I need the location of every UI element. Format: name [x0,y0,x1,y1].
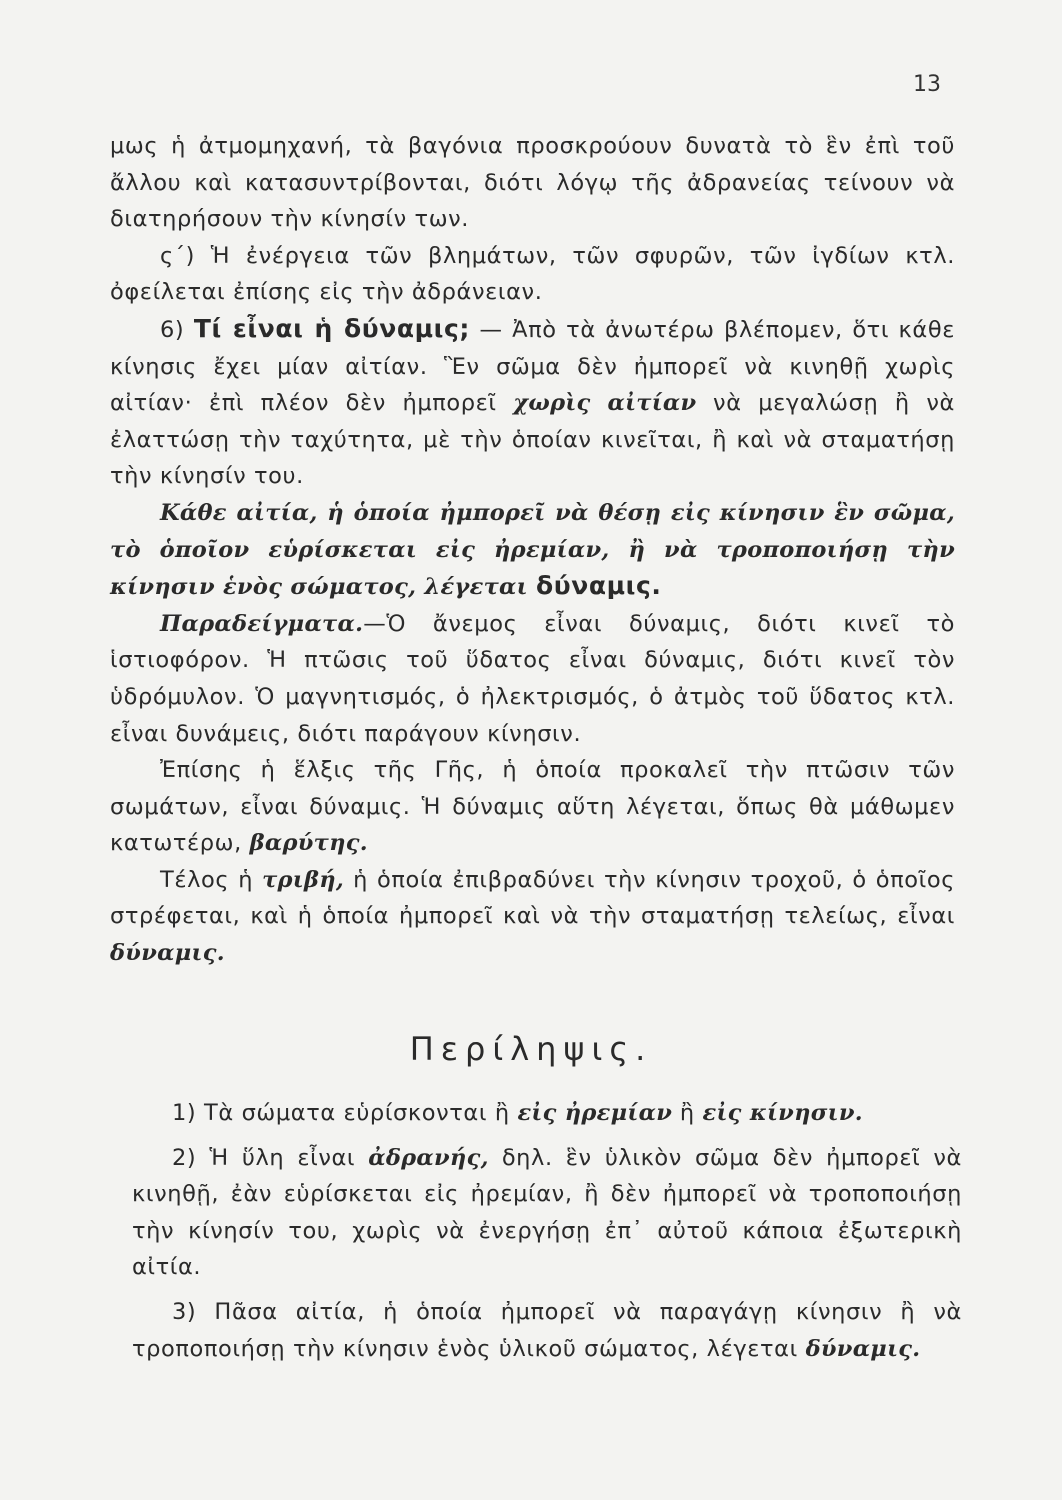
summary-text: δηλ. ἓν ὑλικὸν σῶμα δὲν ἠμπορεῖ νὰ κινηθῇ, ἐὰν εὑρίσκεται εἰς ἠρεμίαν, ἢ δὲν ἠμπορεῖ νὰ τροποποιήσῃ τὴν κίνησίν του, χωρὶς νὰ ἐνεργήσῃ ἐπ᾿ αὐτοῦ κάποια ἐξωτερικὴ αἰτία. [132,1144,962,1281]
page-number: 13 [913,72,941,97]
definition-term: δύναμις. [535,571,662,601]
paragraph-text: νὰ μεγαλώσῃ ἢ νὰ ἐλαττώσῃ τὴν ταχύτητα, μὲ τὴν ὁποίαν κινεῖται, ἢ καὶ νὰ σταματήσῃ τὴν κίνησίν του. [110,390,955,490]
paragraph-projectiles: ς´) Ἡ ἐνέργεια τῶν βλημάτων, τῶν σφυρῶν, τῶν ἰγδίων κτλ. ὀφείλεται ἐπίσης εἰς τὴν ἀδράνειαν. [110,242,955,306]
section-number: 6) [160,316,185,343]
definition-paragraph [110,495,955,606]
paragraph-what-is-force [110,311,955,495]
paragraph-examples [110,606,955,752]
paragraph-text: — Ἀπὸ τὰ ἀνωτέρω βλέπομεν, ὅτι κάθε κίνησις ἔχει μίαν αἰτίαν. Ἓν σῶμα δὲν ἠμπορεῖ νὰ κινηθῇ χωρὶς αἰτίαν· ἐπὶ πλέον δὲν ἠμπορεῖ [110,316,955,417]
examples-label: Παραδείγματα. [160,610,364,637]
emphasis: εἰς ἠρεμίαν [517,1100,673,1126]
emphasis: τριβή, [262,866,345,893]
summary-text: ἢ [672,1100,703,1126]
section-heading: Τί εἶναι ἡ δύναμις; [193,313,471,343]
emphasis: δύναμις. [110,940,225,967]
paragraph-locomotive: μως ἡ ἀτμομηχανή, τὰ βαγόνια προσκρούουν δυνατὰ τὸ ἓν ἐπὶ τοῦ ἄλλου καὶ κατασυντρίβονται, διότι λόγῳ τῆς ἀδρανείας τείνουν νὰ διατηρήσουν τὴν κίνησίν των. [110,133,955,233]
paragraph-text: Τέλος ἡ [160,866,263,893]
summary-heading: Περίληψις. [409,1030,653,1068]
definition-text: Κάθε αἰτία, ἡ ὁποία ἠμπορεῖ νὰ θέσῃ εἰς κίνησιν ἓν σῶμα, τὸ ὁποῖον εὑρίσκεται εἰς ἠρεμίαν, ἢ νὰ τροποποιήσῃ τὴν κίνησιν ἑνὸς σώματος, λέγεται [110,499,955,601]
summary-text: 3) Πᾶσα αἰτία, ἡ ὁποία ἠμπορεῖ νὰ παραγάγῃ κίνησιν ἢ νὰ τροποποιήσῃ τὴν κίνησιν ἑνὸς ὑλικοῦ σώματος, λέγεται [132,1298,962,1362]
body-text [110,128,955,972]
emphasis: ἀδρανής, [368,1144,489,1171]
summary-text: 2) Ἡ ὕλη εἶναι [172,1144,369,1171]
paragraph-text: ἡ ὁποία ἐπιβραδύνει τὴν κίνησιν τροχοῦ, ὁ ὁποῖος στρέφεται, καὶ ἡ ὁποία ἠμπορεῖ καὶ νὰ τὴν σταματήσῃ τελείως, εἶναι [110,866,955,930]
paragraph-text: —Ὁ ἄνεμος εἶναι δύναμις, διότι κινεῖ τὸ ἱστιοφόρον. Ἡ πτῶσις τοῦ ὕδατος εἶναι δύναμις, διότι κινεῖ τὸν ὑδρόμυλον. Ὁ μαγνητισμός, ὁ ἠλεκτρισμός, ὁ ἀτμὸς τοῦ ὕδατος κτλ. εἶναι δυνάμεις, διότι παράγουν κίνησιν. [110,610,955,747]
paragraph-friction [110,862,955,972]
emphasis: εἰς κίνησιν. [702,1100,863,1126]
summary-item [132,1294,962,1367]
summary-text: 1) Τὰ σώματα εὑρίσκονται ἢ [172,1100,518,1126]
emphasis: δύναμις. [805,1335,921,1362]
paragraph-text: Ἐπίσης ἡ ἕλξις τῆς Γῆς, ἡ ὁποία προκαλεῖ τὴν πτῶσιν τῶν σωμάτων, εἶναι δύναμις. Ἡ δύναμις αὕτη λέγεται, ὅπως θὰ μάθωμεν κατωτέρω, [110,757,955,857]
emphasis: βαρύτης. [249,830,368,857]
summary-list [132,1095,962,1375]
summary-item [132,1095,962,1132]
paragraph-gravity [110,752,955,862]
emphasis: χωρὶς αἰτίαν [513,390,697,417]
summary-item [132,1140,962,1286]
